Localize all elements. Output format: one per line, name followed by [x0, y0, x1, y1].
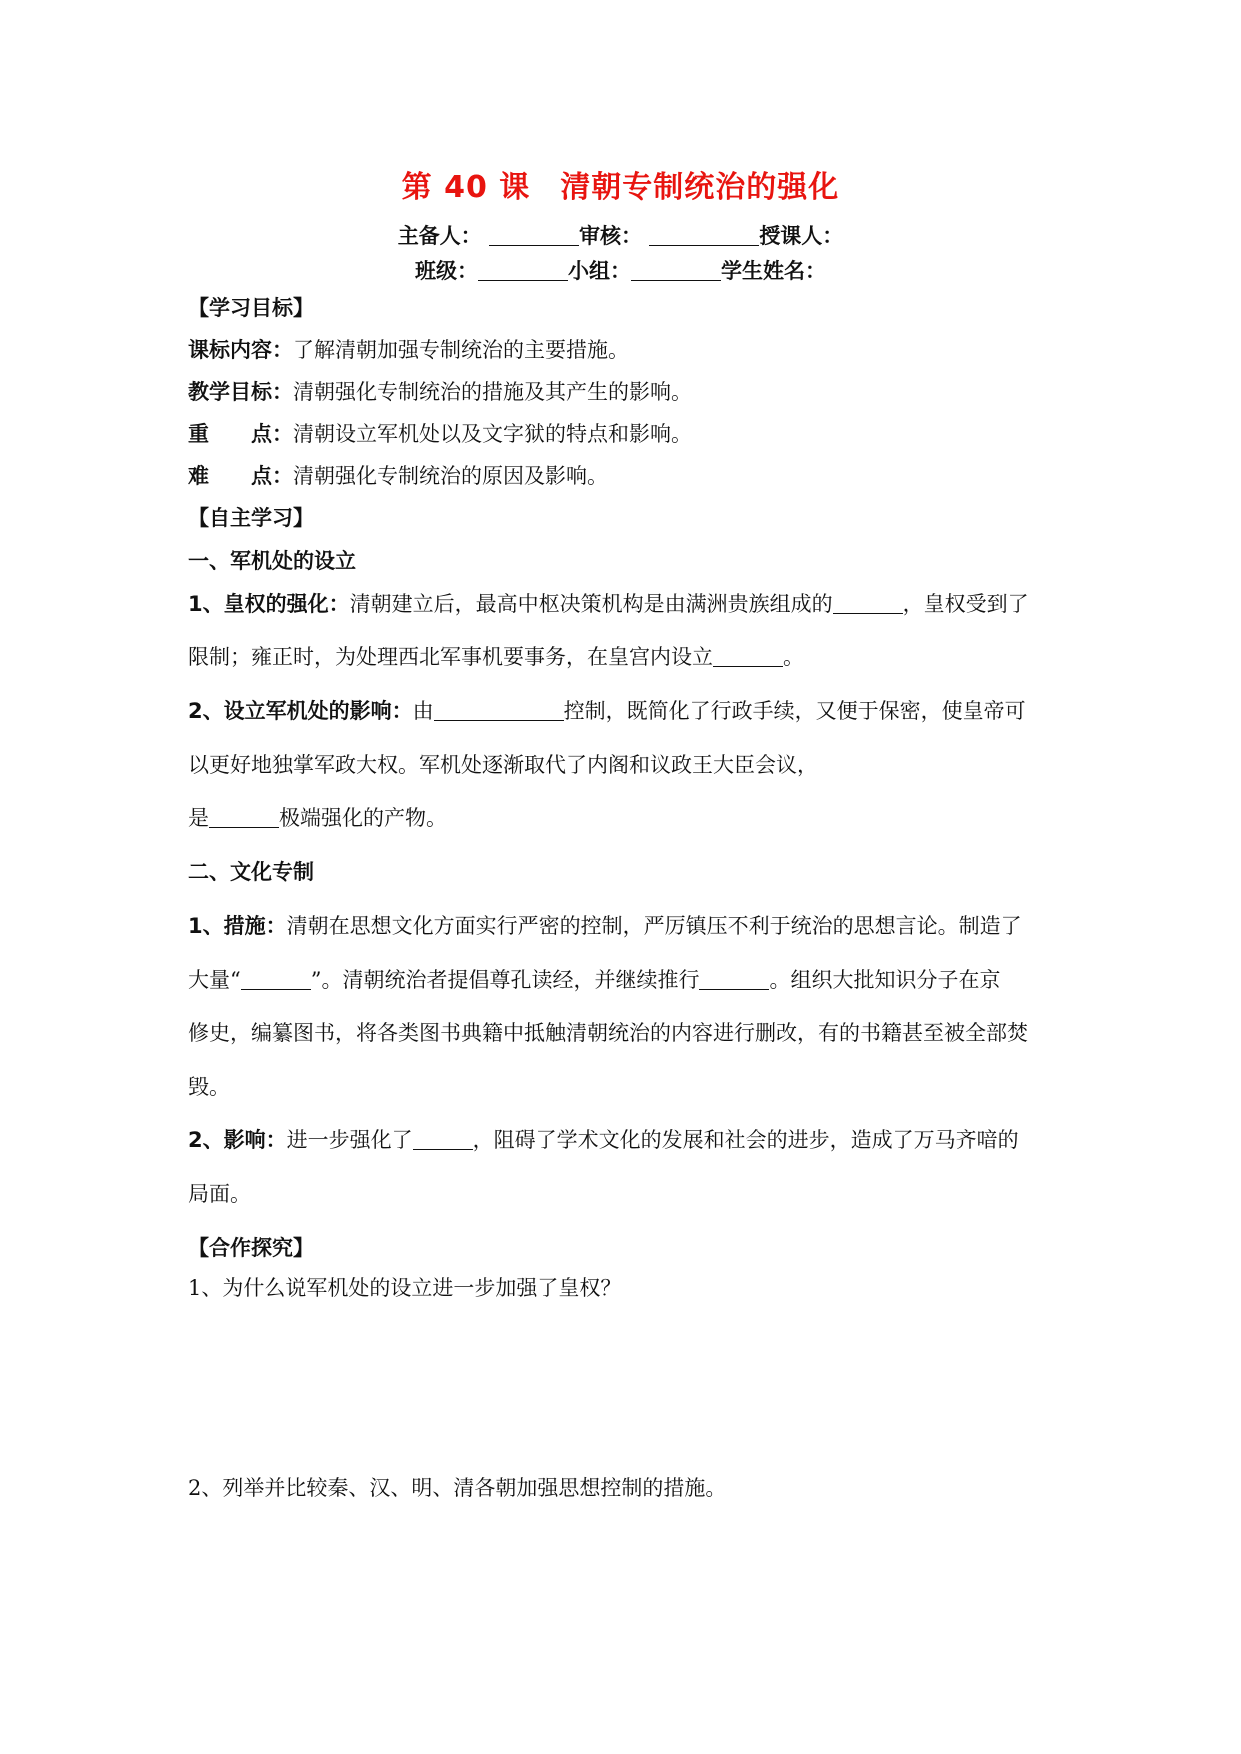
meta-row-1	[0, 220, 1241, 250]
s1-p2-text: 极端强化的产物。	[279, 806, 447, 830]
section-2-title: 二、文化专制	[188, 860, 314, 884]
self-study-heading: 【自主学习】	[188, 506, 314, 530]
s1-p2-label: 2、设立军机处的影响：	[188, 699, 413, 723]
s1-p1-line1	[188, 588, 1029, 618]
s1-p1-text: 清朝建立后，最高中枢决策机构是由满洲贵族组成的	[349, 592, 833, 616]
s2-p1-text: 。组织大批知识分子在京	[769, 968, 1001, 992]
coop-question-1: 1、为什么说军机处的设立进一步加强了皇权？	[188, 1276, 622, 1300]
fill-blank[interactable]	[699, 968, 769, 990]
s1-p1-label: 1、皇权的强化：	[188, 592, 350, 616]
lecturer-label: 授课人：	[759, 224, 844, 248]
s2-p2-line1	[188, 1124, 1019, 1154]
s2-p2-text: ，阻碍了学术文化的发展和社会的进步，造成了万马齐喑的	[472, 1128, 1019, 1152]
lesson-name: 清朝专制统治的强化	[560, 170, 840, 205]
goals-heading: 【学习目标】	[188, 296, 314, 320]
s1-p2-line2: 以更好地独掌军政大权。军机处逐渐取代了内阁和议政王大臣会议，	[188, 753, 818, 777]
fill-blank[interactable]	[241, 968, 311, 990]
fill-blank[interactable]	[209, 806, 279, 828]
preparer-label: 主备人：	[397, 224, 482, 248]
page-title	[0, 162, 1241, 206]
goal-text: 清朝强化专制统治的措施及其产生的影响。	[293, 380, 692, 404]
class-blank[interactable]	[478, 259, 568, 281]
s1-p2-text: 控制，既简化了行政手续，又便于保密，使皇帝可	[563, 699, 1026, 723]
goal-label: 难 点：	[188, 464, 293, 488]
goal-item	[188, 376, 692, 406]
reviewer-label: 审核：	[579, 224, 642, 248]
s1-p1-text: ，皇权受到了	[902, 592, 1029, 616]
goal-label: 教学目标：	[188, 380, 293, 404]
coop-question-2: 2、列举并比较秦、汉、明、清各朝加强思想控制的措施。	[188, 1476, 727, 1500]
reviewer-blank[interactable]	[649, 224, 759, 246]
s2-p1-text: ”。清朝统治者提倡尊孔读经，并继续推行	[310, 968, 700, 992]
goal-item	[188, 460, 608, 490]
s1-p2-text: 是	[188, 806, 209, 830]
goal-text: 清朝强化专制统治的原因及影响。	[293, 464, 608, 488]
s1-p1-text: 限制；雍正时，为处理西北军事机要事务，在皇宫内设立	[188, 645, 713, 669]
s2-p1-text: 大量“	[188, 968, 241, 992]
goal-label: 重 点：	[188, 422, 293, 446]
s2-p2-text: 进一步强化了	[286, 1128, 413, 1152]
s2-p2-label: 2、影响：	[188, 1128, 287, 1152]
goal-text: 了解清朝加强专制统治的主要措施。	[293, 338, 629, 362]
s2-p1-text: 清朝在思想文化方面实行严密的控制，严厉镇压不利于统治的思想言论。制造了	[286, 914, 1022, 938]
goal-item	[188, 334, 629, 364]
goal-label: 课标内容：	[188, 338, 293, 362]
meta-row-2	[0, 255, 1241, 285]
s2-p1-line2	[188, 964, 1000, 994]
fill-blank[interactable]	[434, 699, 564, 721]
goal-text: 清朝设立军机处以及文字狱的特点和影响。	[293, 422, 692, 446]
s2-p1-line4: 毁。	[188, 1075, 230, 1099]
s1-p1-line2	[188, 641, 804, 671]
coop-heading: 【合作探究】	[188, 1236, 314, 1260]
s1-p2-text: 由	[412, 699, 434, 723]
s2-p2-line2: 局面。	[188, 1182, 251, 1206]
s1-p2-line3	[188, 802, 447, 832]
s1-p1-text: 。	[783, 645, 804, 669]
lesson-number: 第 40 课	[401, 170, 531, 205]
group-label: 小组：	[568, 259, 631, 283]
fill-blank[interactable]	[833, 592, 903, 614]
class-label: 班级：	[415, 259, 478, 283]
s1-p2-line1	[188, 695, 1026, 725]
s2-p1-line1	[188, 910, 1022, 940]
section-1-title: 一、军机处的设立	[188, 549, 356, 573]
student-label: 学生姓名：	[721, 259, 826, 283]
s2-p1-label: 1、措施：	[188, 914, 287, 938]
s2-p1-line3: 修史，编纂图书，将各类图书典籍中抵触清朝统治的内容进行删改，有的书籍甚至被全部焚	[188, 1021, 1028, 1045]
fill-blank[interactable]	[413, 1128, 473, 1150]
preparer-blank[interactable]	[489, 224, 579, 246]
goal-item	[188, 418, 692, 448]
group-blank[interactable]	[631, 259, 721, 281]
fill-blank[interactable]	[713, 645, 783, 667]
